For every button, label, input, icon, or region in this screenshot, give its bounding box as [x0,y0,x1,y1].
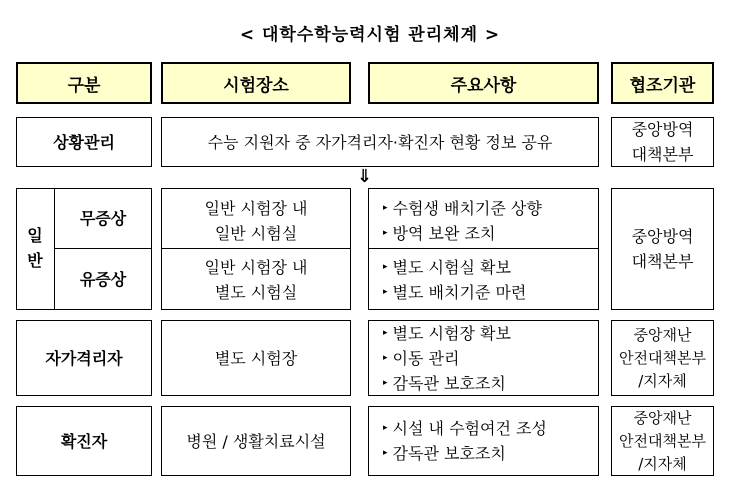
quarantine-item-text: 이동 관리 [392,348,460,368]
header-category-label: 구분 [67,75,101,96]
asymptomatic-item-text: 수험생 배치기준 상향 [392,199,542,218]
confirmed-category-label: 확진자 [60,431,108,451]
symptomatic-place-line-2: 별도 시험실 [214,283,298,302]
bullet-icon: ▸ [383,352,388,363]
page-title: < 대학수학능력시험 관리체계 > [239,25,501,45]
quarantine-item-text: 감독관 보호조치 [392,373,506,393]
symptomatic-place-line-1: 일반 시험장 내 [204,258,308,277]
quarantine-place-text: 별도 시험장 [214,348,298,368]
confirmed-category [16,406,152,476]
asymptomatic-item [383,221,495,246]
confirmed-agency [611,406,714,476]
confirmed-details [368,406,599,476]
asymptomatic-item [383,196,542,221]
bullet-icon: ▸ [383,423,388,433]
confirmed-agency-line-2: 안전대책본부 [619,431,706,450]
general-place-divider [161,248,351,249]
situation-category-label: 상황관리 [53,132,115,152]
situation-agency-line-2: 대책본부 [631,145,694,164]
asymptomatic-place-line-2: 일반 시험실 [214,224,298,243]
quarantine-agency [611,320,714,396]
confirmed-item [383,441,506,466]
asymptomatic-place-line-1: 일반 시험장 내 [204,199,308,218]
symptomatic-item-text: 별도 배치기준 마련 [392,283,527,302]
quarantine-item [383,346,459,371]
quarantine-item [383,371,506,396]
confirmed-item-text: 시설 내 수험여건 조성 [392,419,547,438]
situation-content-text: 수능 지원자 중 자가격리자·확진자 현황 정보 공유 [207,132,553,152]
general-details [368,188,599,310]
general-details-divider [368,248,599,249]
asymptomatic-item-text: 방역 보완 조치 [392,224,496,243]
confirmed-item [383,416,547,441]
general-agency [611,188,714,310]
confirmed-place [161,406,351,476]
quarantine-agency-line-1: 중앙재난 [633,325,692,344]
bullet-icon: ▸ [383,262,388,272]
symptomatic-item [383,255,511,280]
confirmed-agency-line-3: /지자체 [638,454,687,473]
quarantine-details [368,320,599,396]
situation-agency [611,117,714,167]
general-category-char-1: 일 [27,226,43,245]
general-agency-line-1: 중앙방역 [631,227,694,246]
bullet-icon: ▸ [383,327,388,338]
general-category-char-2: 반 [27,251,43,270]
quarantine-category-label: 자가격리자 [45,348,123,368]
quarantine-agency-line-2: 안전대책본부 [619,348,706,367]
quarantine-category [16,320,152,396]
situation-agency-line-1: 중앙방역 [631,120,694,139]
situation-content [161,117,599,167]
bullet-icon: ▸ [383,448,388,458]
confirmed-item-text: 감독관 보호조치 [392,444,506,463]
header-place-label: 시험장소 [223,75,289,96]
confirmed-place-text: 병원 / 생활치료시설 [186,431,326,451]
symptomatic-item [383,280,526,305]
quarantine-place [161,320,351,396]
general-place [161,188,351,310]
symptomatic-item-text: 별도 시험실 확보 [392,258,511,277]
header-agency-label: 협조기관 [629,75,696,96]
situation-category [16,117,152,167]
asymptomatic-label: 무증상 [79,209,127,228]
down-arrow-icon: ⇓ [357,166,373,187]
bullet-icon: ▸ [383,377,388,388]
bullet-icon: ▸ [383,203,388,213]
header-details-label: 주요사항 [450,75,517,96]
quarantine-item-text: 별도 시험장 확보 [392,323,511,343]
bullet-icon: ▸ [383,228,388,238]
confirmed-agency-line-1: 중앙재난 [633,408,692,427]
header-place [161,62,351,104]
header-category [16,62,152,104]
general-divider-horizontal [54,248,152,249]
header-agency [611,62,714,104]
quarantine-item [383,321,511,346]
quarantine-agency-line-3: /지자체 [638,371,687,390]
bullet-icon: ▸ [383,287,388,297]
general-agency-line-2: 대책본부 [631,252,694,271]
symptomatic-label: 유증상 [79,270,127,289]
general-category [16,223,54,273]
header-details [368,62,599,104]
